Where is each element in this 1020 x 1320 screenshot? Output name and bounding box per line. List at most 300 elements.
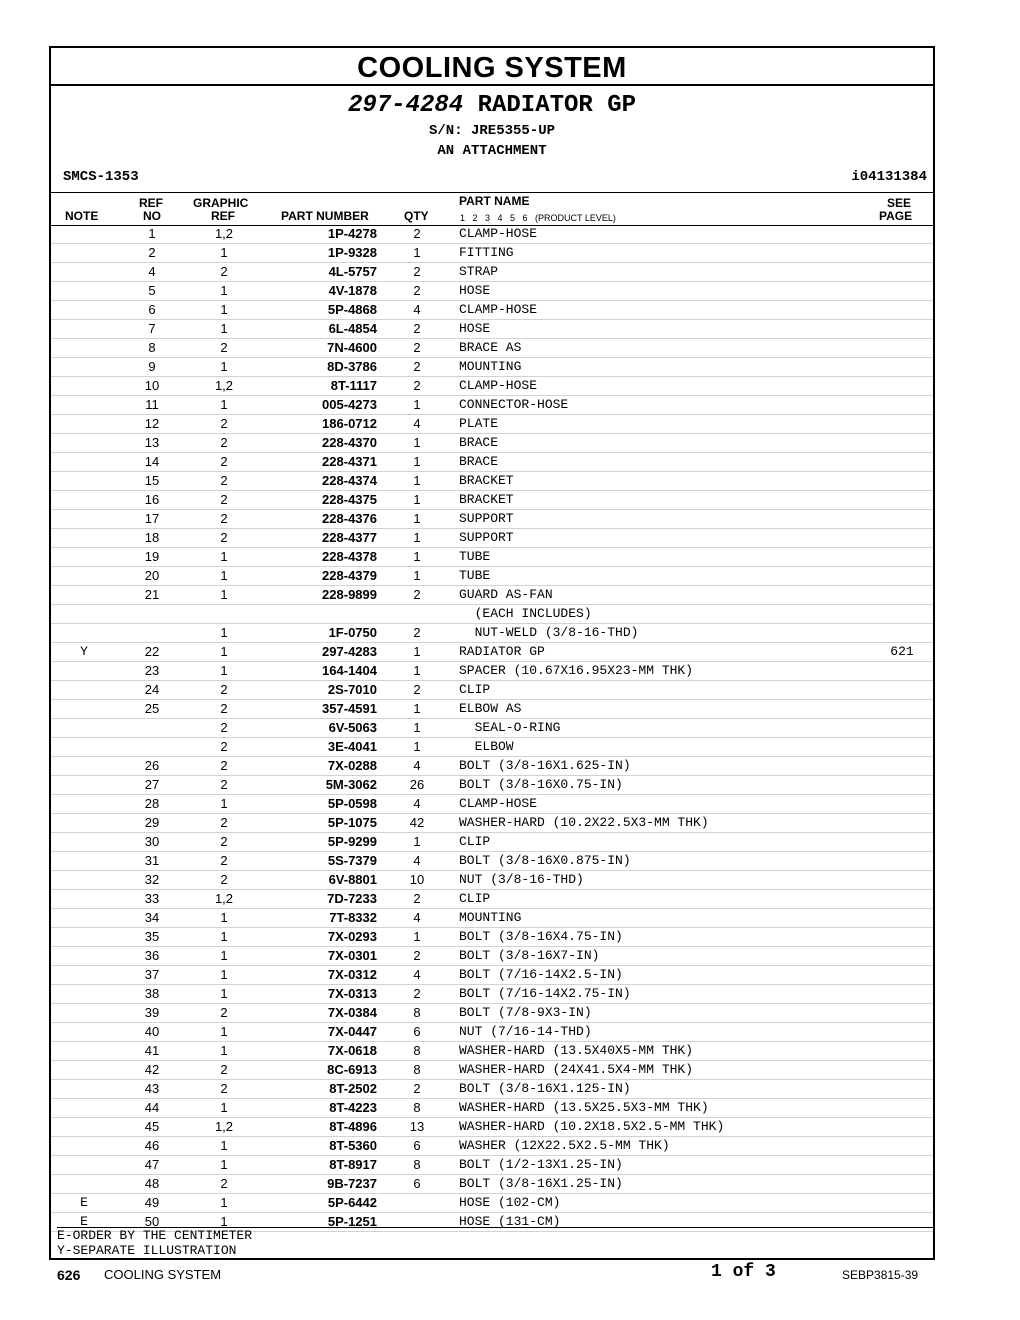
part-name-cell: NUT (7/16-14-THD) [459, 1024, 592, 1039]
part-name-cell: HOSE (131-CM) [459, 1214, 561, 1229]
qty-cell: 1 [413, 568, 421, 583]
see-page-cell: 621 [890, 644, 914, 659]
qty-cell: 1 [413, 720, 421, 735]
serial-number: S/N: JRE5355-UP [428, 123, 556, 139]
table-row [51, 1118, 933, 1137]
part-number-cell: 228-4378 [322, 549, 377, 564]
table-row [51, 339, 933, 358]
graphic-ref-cell: 1 [220, 283, 228, 298]
part-name-cell: WASHER-HARD (13.5X25.5X3-MM THK) [459, 1100, 709, 1115]
graphic-ref-cell: 1,2 [214, 1119, 234, 1134]
table-row [51, 567, 933, 586]
table-row [51, 320, 933, 339]
table-row [51, 1023, 933, 1042]
table-row [51, 814, 933, 833]
ref-no-cell: 12 [144, 416, 160, 431]
part-number-cell: 6L-4854 [328, 321, 377, 336]
part-number-cell: 8T-5360 [329, 1138, 377, 1153]
ref-no-cell: 42 [144, 1062, 160, 1077]
graphic-ref-cell: 2 [220, 739, 228, 754]
part-number-cell: 8T-4223 [329, 1100, 377, 1115]
table-row [51, 643, 933, 662]
ref-no-cell: 25 [144, 701, 160, 716]
graphic-ref-cell: 2 [220, 701, 228, 716]
header-part-number: PART NUMBER [281, 209, 369, 223]
part-name-cell: RADIATOR GP [459, 644, 545, 659]
part-name-cell: CLIP [459, 682, 491, 697]
graphic-ref-cell: 2 [220, 264, 228, 279]
part-number-cell: 7N-4600 [327, 340, 377, 355]
header-graphic-top: GRAPHIC [193, 196, 249, 210]
ref-no-cell: 27 [144, 777, 160, 792]
qty-cell: 2 [413, 226, 421, 241]
graphic-ref-cell: 2 [220, 511, 228, 526]
header-see-top: SEE [887, 196, 912, 210]
part-name-cell: BOLT (3/8-16X1.125-IN) [459, 1081, 631, 1096]
part-name-cell: BOLT (3/8-16X1.625-IN) [459, 758, 631, 773]
part-name-cell: STRAP [459, 264, 499, 279]
table-row [51, 776, 933, 795]
part-number-cell: 9B-7237 [327, 1176, 377, 1191]
table-row [51, 928, 933, 947]
qty-cell: 2 [413, 321, 421, 336]
part-name-cell: CLIP [459, 891, 491, 906]
graphic-ref-cell: 1 [220, 1024, 228, 1039]
qty-cell: 2 [413, 264, 421, 279]
note-y: Y-SEPARATE ILLUSTRATION [57, 1243, 237, 1258]
part-name-cell: TUBE [459, 549, 491, 564]
qty-cell: 2 [413, 948, 421, 963]
graphic-ref-cell: 2 [220, 720, 228, 735]
part-number-cell: 5S-7379 [327, 853, 377, 868]
part-name-cell: CLIP [459, 834, 491, 849]
part-number-cell: 5P-4868 [327, 302, 377, 317]
note-e: E-ORDER BY THE CENTIMETER [57, 1228, 253, 1243]
table-row [51, 510, 933, 529]
table-row [51, 1061, 933, 1080]
part-number-cell: 186-0712 [322, 416, 377, 431]
qty-cell: 2 [413, 891, 421, 906]
table-row [51, 1099, 933, 1118]
graphic-ref-cell: 2 [220, 758, 228, 773]
table-row [51, 472, 933, 491]
graphic-ref-cell: 2 [220, 1062, 228, 1077]
ref-no-cell: 28 [144, 796, 160, 811]
qty-cell: 8 [413, 1043, 421, 1058]
graphic-ref-cell: 2 [220, 682, 228, 697]
part-name-cell: ELBOW AS [459, 701, 522, 716]
part-number-cell: 7X-0618 [327, 1043, 377, 1058]
table-row [51, 852, 933, 871]
part-number-cell: 5M-3062 [325, 777, 377, 792]
table-row [51, 605, 933, 624]
graphic-ref-cell: 2 [220, 815, 228, 830]
qty-cell: 8 [413, 1157, 421, 1172]
part-number-cell: 7X-0313 [327, 986, 377, 1001]
qty-cell: 4 [413, 796, 421, 811]
table-row [51, 662, 933, 681]
ref-no-cell: 45 [144, 1119, 160, 1134]
ref-no-cell: 37 [144, 967, 160, 982]
ref-no-cell: 46 [144, 1138, 160, 1153]
qty-cell: 1 [413, 834, 421, 849]
graphic-ref-cell: 1 [220, 796, 228, 811]
ref-no-cell: 19 [144, 549, 160, 564]
part-name-cell: BRACKET [459, 492, 514, 507]
table-row [51, 871, 933, 890]
table-row [51, 434, 933, 453]
qty-cell: 8 [413, 1062, 421, 1077]
part-number-cell: 5P-6442 [327, 1195, 377, 1210]
qty-cell: 2 [413, 359, 421, 374]
part-name-cell: HOSE (102-CM) [459, 1195, 561, 1210]
graphic-ref-cell: 2 [220, 530, 228, 545]
part-name-cell: HOSE [459, 283, 491, 298]
table-row [51, 833, 933, 852]
part-number-cell: 7X-0447 [327, 1024, 377, 1039]
part-number-cell: 1P-4278 [327, 226, 377, 241]
qty-cell: 2 [413, 587, 421, 602]
header-graphic-bottom: REF [211, 209, 235, 223]
part-name-cell: CLAMP-HOSE [459, 302, 538, 317]
ref-no-cell: 2 [148, 245, 156, 260]
graphic-ref-cell: 1 [220, 302, 228, 317]
qty-cell: 42 [409, 815, 425, 830]
part-name-cell: BOLT (1/2-13X1.25-IN) [459, 1157, 623, 1172]
graphic-ref-cell: 1 [220, 1157, 228, 1172]
part-number-cell: 357-4591 [322, 701, 377, 716]
table-row [51, 1175, 933, 1194]
table-row [51, 282, 933, 301]
table-row [51, 719, 933, 738]
part-name-cell: SUPPORT [459, 511, 514, 526]
graphic-ref-cell: 1,2 [214, 378, 234, 393]
graphic-ref-cell: 1,2 [214, 891, 234, 906]
table-row [51, 263, 933, 282]
part-name-cell: BOLT (3/8-16X7-IN) [459, 948, 600, 963]
group-part-title: RADIATOR GP [477, 92, 637, 119]
part-number-cell: 7X-0301 [327, 948, 377, 963]
part-name-cell: WASHER-HARD (24X41.5X4-MM THK) [459, 1062, 694, 1077]
graphic-ref-cell: 1 [220, 587, 228, 602]
footer-section: COOLING SYSTEM [104, 1267, 222, 1282]
qty-cell: 2 [413, 283, 421, 298]
graphic-ref-cell: 2 [220, 1081, 228, 1096]
header-product-level: 1 2 3 4 5 6 (PRODUCT LEVEL) [460, 213, 616, 223]
ref-no-cell: 44 [144, 1100, 160, 1115]
table-header [51, 192, 933, 226]
graphic-ref-cell: 1 [220, 568, 228, 583]
ref-no-cell: 8 [148, 340, 156, 355]
graphic-ref-cell: 1 [220, 1100, 228, 1115]
part-number-cell: 228-4374 [322, 473, 377, 488]
graphic-ref-cell: 1 [220, 549, 228, 564]
qty-cell: 10 [409, 872, 425, 887]
part-number-cell: 228-9899 [322, 587, 377, 602]
ref-no-cell: 4 [148, 264, 156, 279]
table-row [51, 909, 933, 928]
table-row [51, 890, 933, 909]
part-number-cell: 228-4379 [322, 568, 377, 583]
part-number-cell: 228-4377 [322, 530, 377, 545]
ref-no-cell: 40 [144, 1024, 160, 1039]
graphic-ref-cell: 2 [220, 1176, 228, 1191]
graphic-ref-cell: 2 [220, 435, 228, 450]
graphic-ref-cell: 1 [220, 663, 228, 678]
part-name-cell: SUPPORT [459, 530, 514, 545]
graphic-ref-cell: 1 [220, 359, 228, 374]
graphic-ref-cell: 1 [220, 321, 228, 336]
part-number-cell: 1P-9328 [327, 245, 377, 260]
part-name-cell: CLAMP-HOSE [459, 378, 538, 393]
graphic-ref-cell: 1 [220, 644, 228, 659]
header-ref-top: REF [139, 196, 163, 210]
part-name-cell: BOLT (7/8-9X3-IN) [459, 1005, 592, 1020]
ref-no-cell: 18 [144, 530, 160, 545]
part-number-cell: 7T-8332 [329, 910, 377, 925]
part-number-cell: 5P-1251 [327, 1214, 377, 1229]
qty-cell: 6 [413, 1138, 421, 1153]
part-name-cell: BOLT (3/8-16X0.875-IN) [459, 853, 631, 868]
part-number-cell: 5P-0598 [327, 796, 377, 811]
table-row [51, 491, 933, 510]
table-row [51, 795, 933, 814]
qty-cell: 13 [409, 1119, 425, 1134]
table-row [51, 225, 933, 244]
note-cell: E [80, 1195, 88, 1210]
qty-cell: 1 [413, 644, 421, 659]
part-number-cell: 5P-1075 [327, 815, 377, 830]
table-row [51, 1042, 933, 1061]
smcs-code: SMCS-1353 [63, 169, 139, 185]
graphic-ref-cell: 1 [220, 245, 228, 260]
qty-cell: 4 [413, 416, 421, 431]
parts-list [51, 225, 933, 1232]
part-name-cell: GUARD AS-FAN [459, 587, 553, 602]
graphic-ref-cell: 1 [220, 929, 228, 944]
table-row [51, 301, 933, 320]
ref-no-cell: 13 [144, 435, 160, 450]
qty-cell: 6 [413, 1024, 421, 1039]
table-row [51, 624, 933, 643]
part-number-cell: 005-4273 [322, 397, 377, 412]
qty-cell: 4 [413, 302, 421, 317]
qty-cell: 1 [413, 454, 421, 469]
graphic-ref-cell: 1 [220, 397, 228, 412]
ref-no-cell: 7 [148, 321, 156, 336]
ref-no-cell: 14 [144, 454, 160, 469]
part-name-cell: CLAMP-HOSE [459, 226, 538, 241]
table-row [51, 738, 933, 757]
qty-cell: 26 [409, 777, 425, 792]
part-name-cell: PLATE [459, 416, 499, 431]
graphic-ref-cell: 1 [220, 1138, 228, 1153]
ref-no-cell: 10 [144, 378, 160, 393]
ref-no-cell: 21 [144, 587, 160, 602]
graphic-ref-cell: 1 [220, 948, 228, 963]
part-number-cell: 7D-7233 [327, 891, 377, 906]
ref-no-cell: 48 [144, 1176, 160, 1191]
footer-doc-id: SEBP3815-39 [842, 1268, 919, 1282]
parts-page-frame [49, 46, 935, 1260]
part-number-cell: 8T-8917 [329, 1157, 377, 1172]
ref-no-cell: 35 [144, 929, 160, 944]
ref-no-cell: 50 [144, 1214, 160, 1229]
part-number-cell: 8D-3786 [327, 359, 377, 374]
part-number-cell: 5P-9299 [327, 834, 377, 849]
qty-cell: 1 [413, 739, 421, 754]
qty-cell: 4 [413, 758, 421, 773]
qty-cell: 2 [413, 378, 421, 393]
ref-no-cell: 49 [144, 1195, 160, 1210]
part-name-cell: CLAMP-HOSE [459, 796, 538, 811]
graphic-ref-cell: 1 [220, 1043, 228, 1058]
graphic-ref-cell: 2 [220, 777, 228, 792]
qty-cell: 1 [413, 549, 421, 564]
ref-no-cell: 9 [148, 359, 156, 374]
qty-cell: 2 [413, 1081, 421, 1096]
graphic-ref-cell: 2 [220, 834, 228, 849]
illustration-id: i04131384 [851, 169, 927, 185]
note-cell: E [80, 1214, 88, 1229]
part-name-cell: MOUNTING [459, 910, 522, 925]
part-number-cell: 8T-2502 [329, 1081, 377, 1096]
part-name-cell: SPACER (10.67X16.95X23-MM THK) [459, 663, 694, 678]
qty-cell: 1 [413, 663, 421, 678]
part-name-cell: (EACH INCLUDES) [459, 606, 592, 621]
table-row [51, 985, 933, 1004]
ref-no-cell: 16 [144, 492, 160, 507]
ref-no-cell: 24 [144, 682, 160, 697]
qty-cell: 2 [413, 682, 421, 697]
qty-cell: 4 [413, 967, 421, 982]
attachment-label: AN ATTACHMENT [437, 143, 547, 159]
table-row [51, 358, 933, 377]
part-name-cell: WASHER-HARD (10.2X22.5X3-MM THK) [459, 815, 709, 830]
qty-cell: 1 [413, 492, 421, 507]
ref-no-cell: 34 [144, 910, 160, 925]
ref-no-cell: 22 [144, 644, 160, 659]
table-row [51, 757, 933, 776]
graphic-ref-cell: 1 [220, 910, 228, 925]
qty-cell: 2 [413, 986, 421, 1001]
graphic-ref-cell: 2 [220, 853, 228, 868]
graphic-ref-cell: 1 [220, 1214, 228, 1229]
graphic-ref-cell: 2 [220, 872, 228, 887]
ref-no-cell: 31 [144, 853, 160, 868]
part-number-cell: 6V-5063 [328, 720, 377, 735]
qty-cell: 4 [413, 853, 421, 868]
ref-no-cell: 11 [145, 397, 159, 412]
qty-cell: 8 [413, 1005, 421, 1020]
table-row [51, 529, 933, 548]
ref-no-cell: 36 [144, 948, 160, 963]
part-number-cell: 228-4375 [322, 492, 377, 507]
part-name-cell: BOLT (3/8-16X1.25-IN) [459, 1176, 623, 1191]
graphic-ref-cell: 2 [220, 454, 228, 469]
ref-no-cell: 15 [144, 473, 160, 488]
table-row [51, 966, 933, 985]
qty-cell: 1 [413, 530, 421, 545]
part-number-cell: 7X-0312 [327, 967, 377, 982]
header-qty: QTY [404, 209, 429, 223]
ref-no-cell: 32 [144, 872, 160, 887]
table-row [51, 548, 933, 567]
table-row [51, 586, 933, 605]
part-name-cell: HOSE [459, 321, 491, 336]
ref-no-cell: 38 [144, 986, 160, 1001]
part-name-cell: WASHER (12X22.5X2.5-MM THK) [459, 1138, 670, 1153]
graphic-ref-cell: 2 [220, 340, 228, 355]
table-row [51, 377, 933, 396]
note-cell: Y [80, 644, 88, 659]
table-row [51, 681, 933, 700]
table-row [51, 415, 933, 434]
qty-cell: 8 [413, 1100, 421, 1115]
table-row [51, 1156, 933, 1175]
table-row [51, 1137, 933, 1156]
qty-cell: 2 [413, 625, 421, 640]
qty-cell: 2 [413, 340, 421, 355]
part-number-cell: 8C-6913 [327, 1062, 377, 1077]
qty-cell: 1 [413, 929, 421, 944]
part-number-cell: 228-4371 [322, 454, 377, 469]
ref-no-cell: 30 [144, 834, 160, 849]
graphic-ref-cell: 1 [220, 986, 228, 1001]
graphic-ref-cell: 2 [220, 416, 228, 431]
qty-cell: 1 [413, 435, 421, 450]
part-name-cell: CONNECTOR-HOSE [459, 397, 569, 412]
ref-no-cell: 1 [148, 226, 156, 241]
ref-no-cell: 20 [144, 568, 160, 583]
ref-no-cell: 17 [144, 511, 160, 526]
qty-cell: 1 [413, 473, 421, 488]
part-name-cell: FITTING [459, 245, 514, 260]
table-row [51, 453, 933, 472]
ref-no-cell: 41 [144, 1043, 160, 1058]
graphic-ref-cell: 1 [220, 967, 228, 982]
header-ref-bottom: NO [143, 209, 161, 223]
ref-no-cell: 33 [144, 891, 160, 906]
qty-cell: 4 [413, 910, 421, 925]
ref-no-cell: 23 [144, 663, 160, 678]
qty-cell: 6 [413, 1176, 421, 1191]
part-name-cell: BRACE AS [459, 340, 522, 355]
graphic-ref-cell: 2 [220, 473, 228, 488]
group-part-number: 297-4284 [347, 92, 464, 119]
part-number-cell: 164-1404 [322, 663, 377, 678]
ref-no-cell: 29 [144, 815, 160, 830]
table-row [51, 1004, 933, 1023]
part-number-cell: 7X-0384 [327, 1005, 377, 1020]
part-number-cell: 7X-0293 [327, 929, 377, 944]
part-heading [51, 92, 933, 120]
part-number-cell: 1F-0750 [328, 625, 377, 640]
part-name-cell: NUT-WELD (3/8-16-THD) [459, 625, 639, 640]
table-row [51, 244, 933, 263]
part-number-cell: 228-4376 [322, 511, 377, 526]
part-name-cell: TUBE [459, 568, 491, 583]
notes-block [57, 1227, 933, 1258]
table-row [51, 700, 933, 719]
graphic-ref-cell: 1 [220, 625, 228, 640]
part-number-cell: 7X-0288 [327, 758, 377, 773]
part-number-cell: 4L-5757 [328, 264, 377, 279]
part-number-cell: 8T-1117 [330, 378, 377, 393]
graphic-ref-cell: 1 [220, 1195, 228, 1210]
graphic-ref-cell: 2 [220, 492, 228, 507]
ref-no-cell: 43 [144, 1081, 160, 1096]
